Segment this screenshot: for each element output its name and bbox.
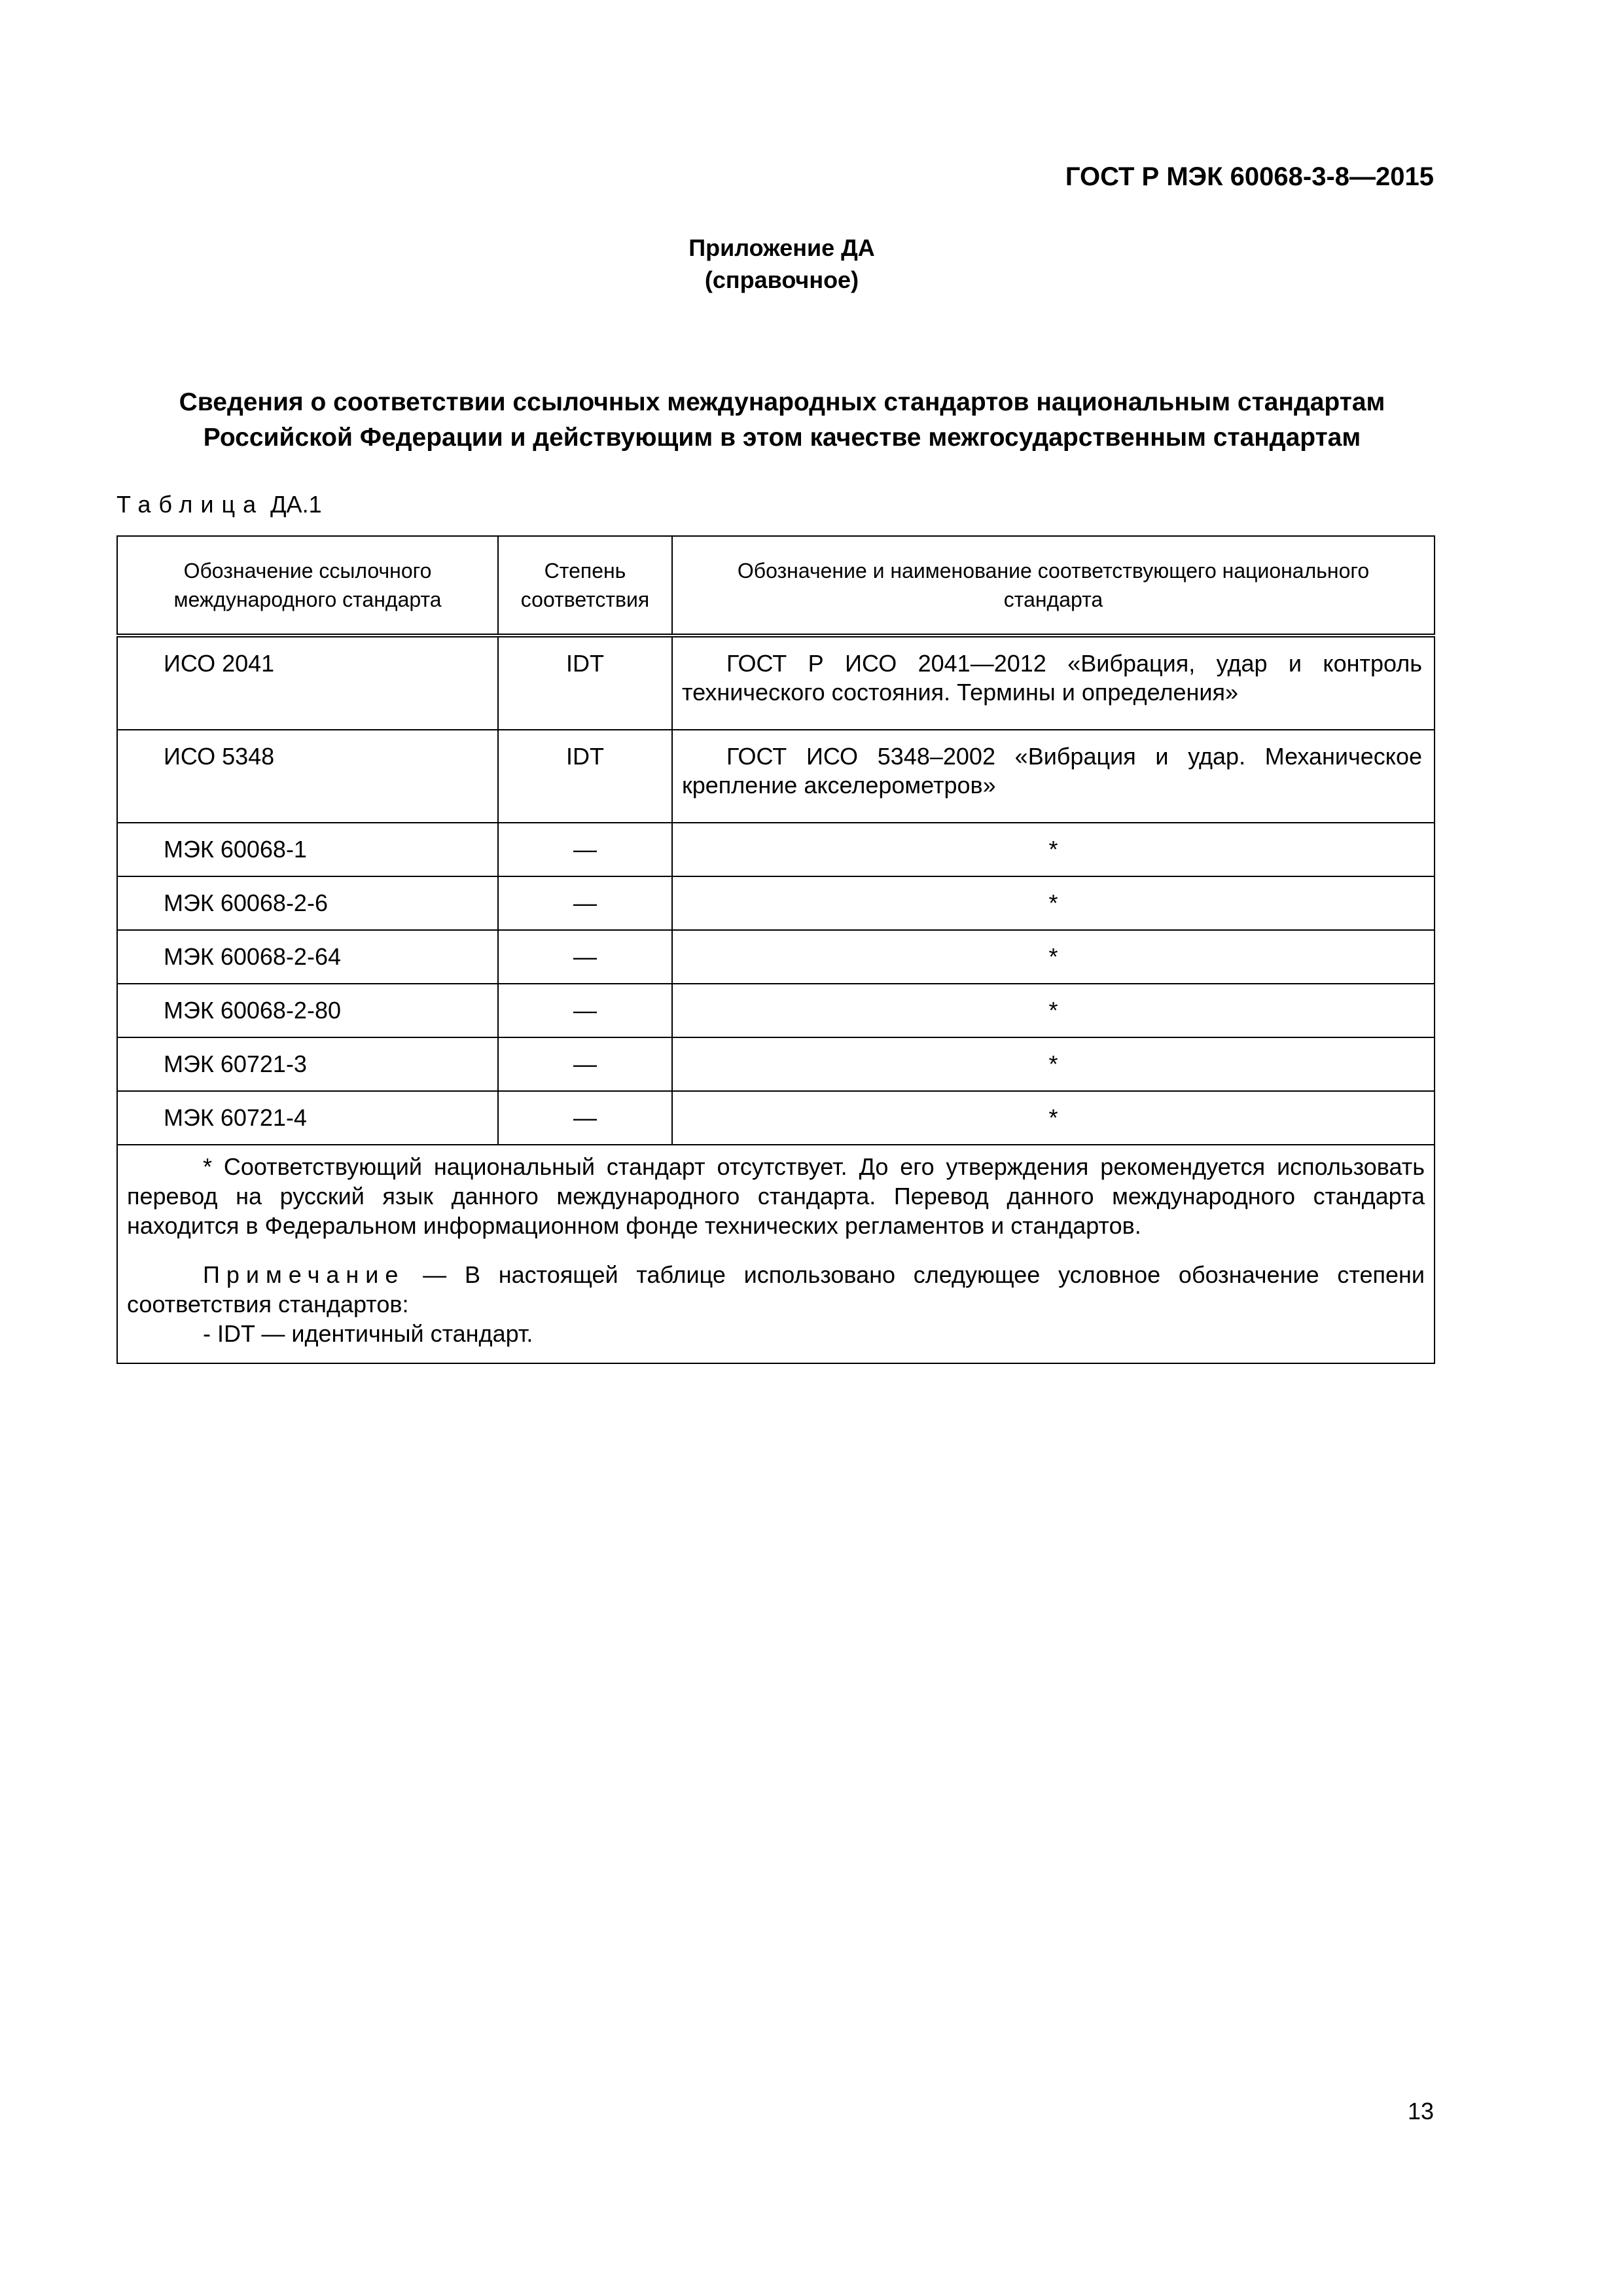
table-header-row [117,536,1435,636]
footnote-row [117,1145,1435,1363]
table-caption-word: Таблица [116,491,264,518]
cell-degree: — [498,1037,672,1091]
cell-degree: IDT [498,636,672,730]
main-title [111,385,1453,456]
main-title-line-2: Российской Федерации и действующим в этом качестве межгосударственным стандартам [203,423,1361,452]
header-national-standard: Обозначение и наименование соответствующего национального стандарта [672,536,1435,636]
table-caption [116,491,322,518]
cell-national: * [672,1091,1435,1145]
cell-ref: МЭК 60721-3 [117,1037,498,1091]
table-row [117,930,1435,984]
table-row [117,1091,1435,1145]
correspondence-table [116,535,1435,1364]
cell-degree: — [498,984,672,1037]
cell-national: * [672,876,1435,930]
cell-degree: — [498,1091,672,1145]
cell-national: ГОСТ ИСО 5348–2002 «Вибрация и удар. Механическое крепление акселерометров» [672,730,1435,823]
cell-national: * [672,930,1435,984]
footnote-text: * Соответствующий национальный стандарт отсутствует. До его утверждения рекомендуется использовать перевод на русский язык данного международного стандарта. Перевод данного международного стандарта находится в Федеральном информационном фонде технических регламентов и стандартов. [127,1153,1425,1239]
cell-ref: МЭК 60068-2-64 [117,930,498,984]
footnote-cell [117,1145,1435,1363]
table-row [117,1037,1435,1091]
cell-ref: ИСО 2041 [117,636,498,730]
header-degree: Степень соответствия [498,536,672,636]
note-label: Примечание [203,1261,405,1288]
cell-national: * [672,1037,1435,1091]
cell-degree: — [498,876,672,930]
cell-national: * [672,984,1435,1037]
table-row [117,823,1435,876]
cell-national: ГОСТ Р ИСО 2041—2012 «Вибрация, удар и контроль технического состояния. Термины и определения» [672,636,1435,730]
cell-ref: МЭК 60068-2-6 [117,876,498,930]
cell-ref: МЭК 60721-4 [117,1091,498,1145]
table-row [117,730,1435,823]
cell-degree: IDT [498,730,672,823]
main-title-line-1: Сведения о соответствии ссылочных международных стандартов национальным стандартам [179,388,1385,416]
cell-degree: — [498,930,672,984]
appendix-title: Приложение ДА [688,234,875,261]
table-row [117,876,1435,930]
cell-degree: — [498,823,672,876]
cell-ref: ИСО 5348 [117,730,498,823]
cell-ref: МЭК 60068-2-80 [117,984,498,1037]
header-ref-standard: Обозначение ссылочного международного стандарта [117,536,498,636]
table-row [117,984,1435,1037]
note-paragraph [127,1260,1425,1319]
note-text: — В настоящей таблице использовано следующее условное обозначение степени соответствия стандартов: [127,1261,1425,1318]
document-code: ГОСТ Р МЭК 60068-3-8—2015 [1065,162,1434,191]
page-number: 13 [1407,2098,1434,2125]
cell-ref: МЭК 60068-1 [117,823,498,876]
table-row [117,636,1435,730]
table-caption-id: ДА.1 [270,491,322,518]
note-list-item: - IDT — идентичный стандарт. [203,1320,533,1347]
appendix-subtitle: (справочное) [704,266,859,293]
cell-national: * [672,823,1435,876]
